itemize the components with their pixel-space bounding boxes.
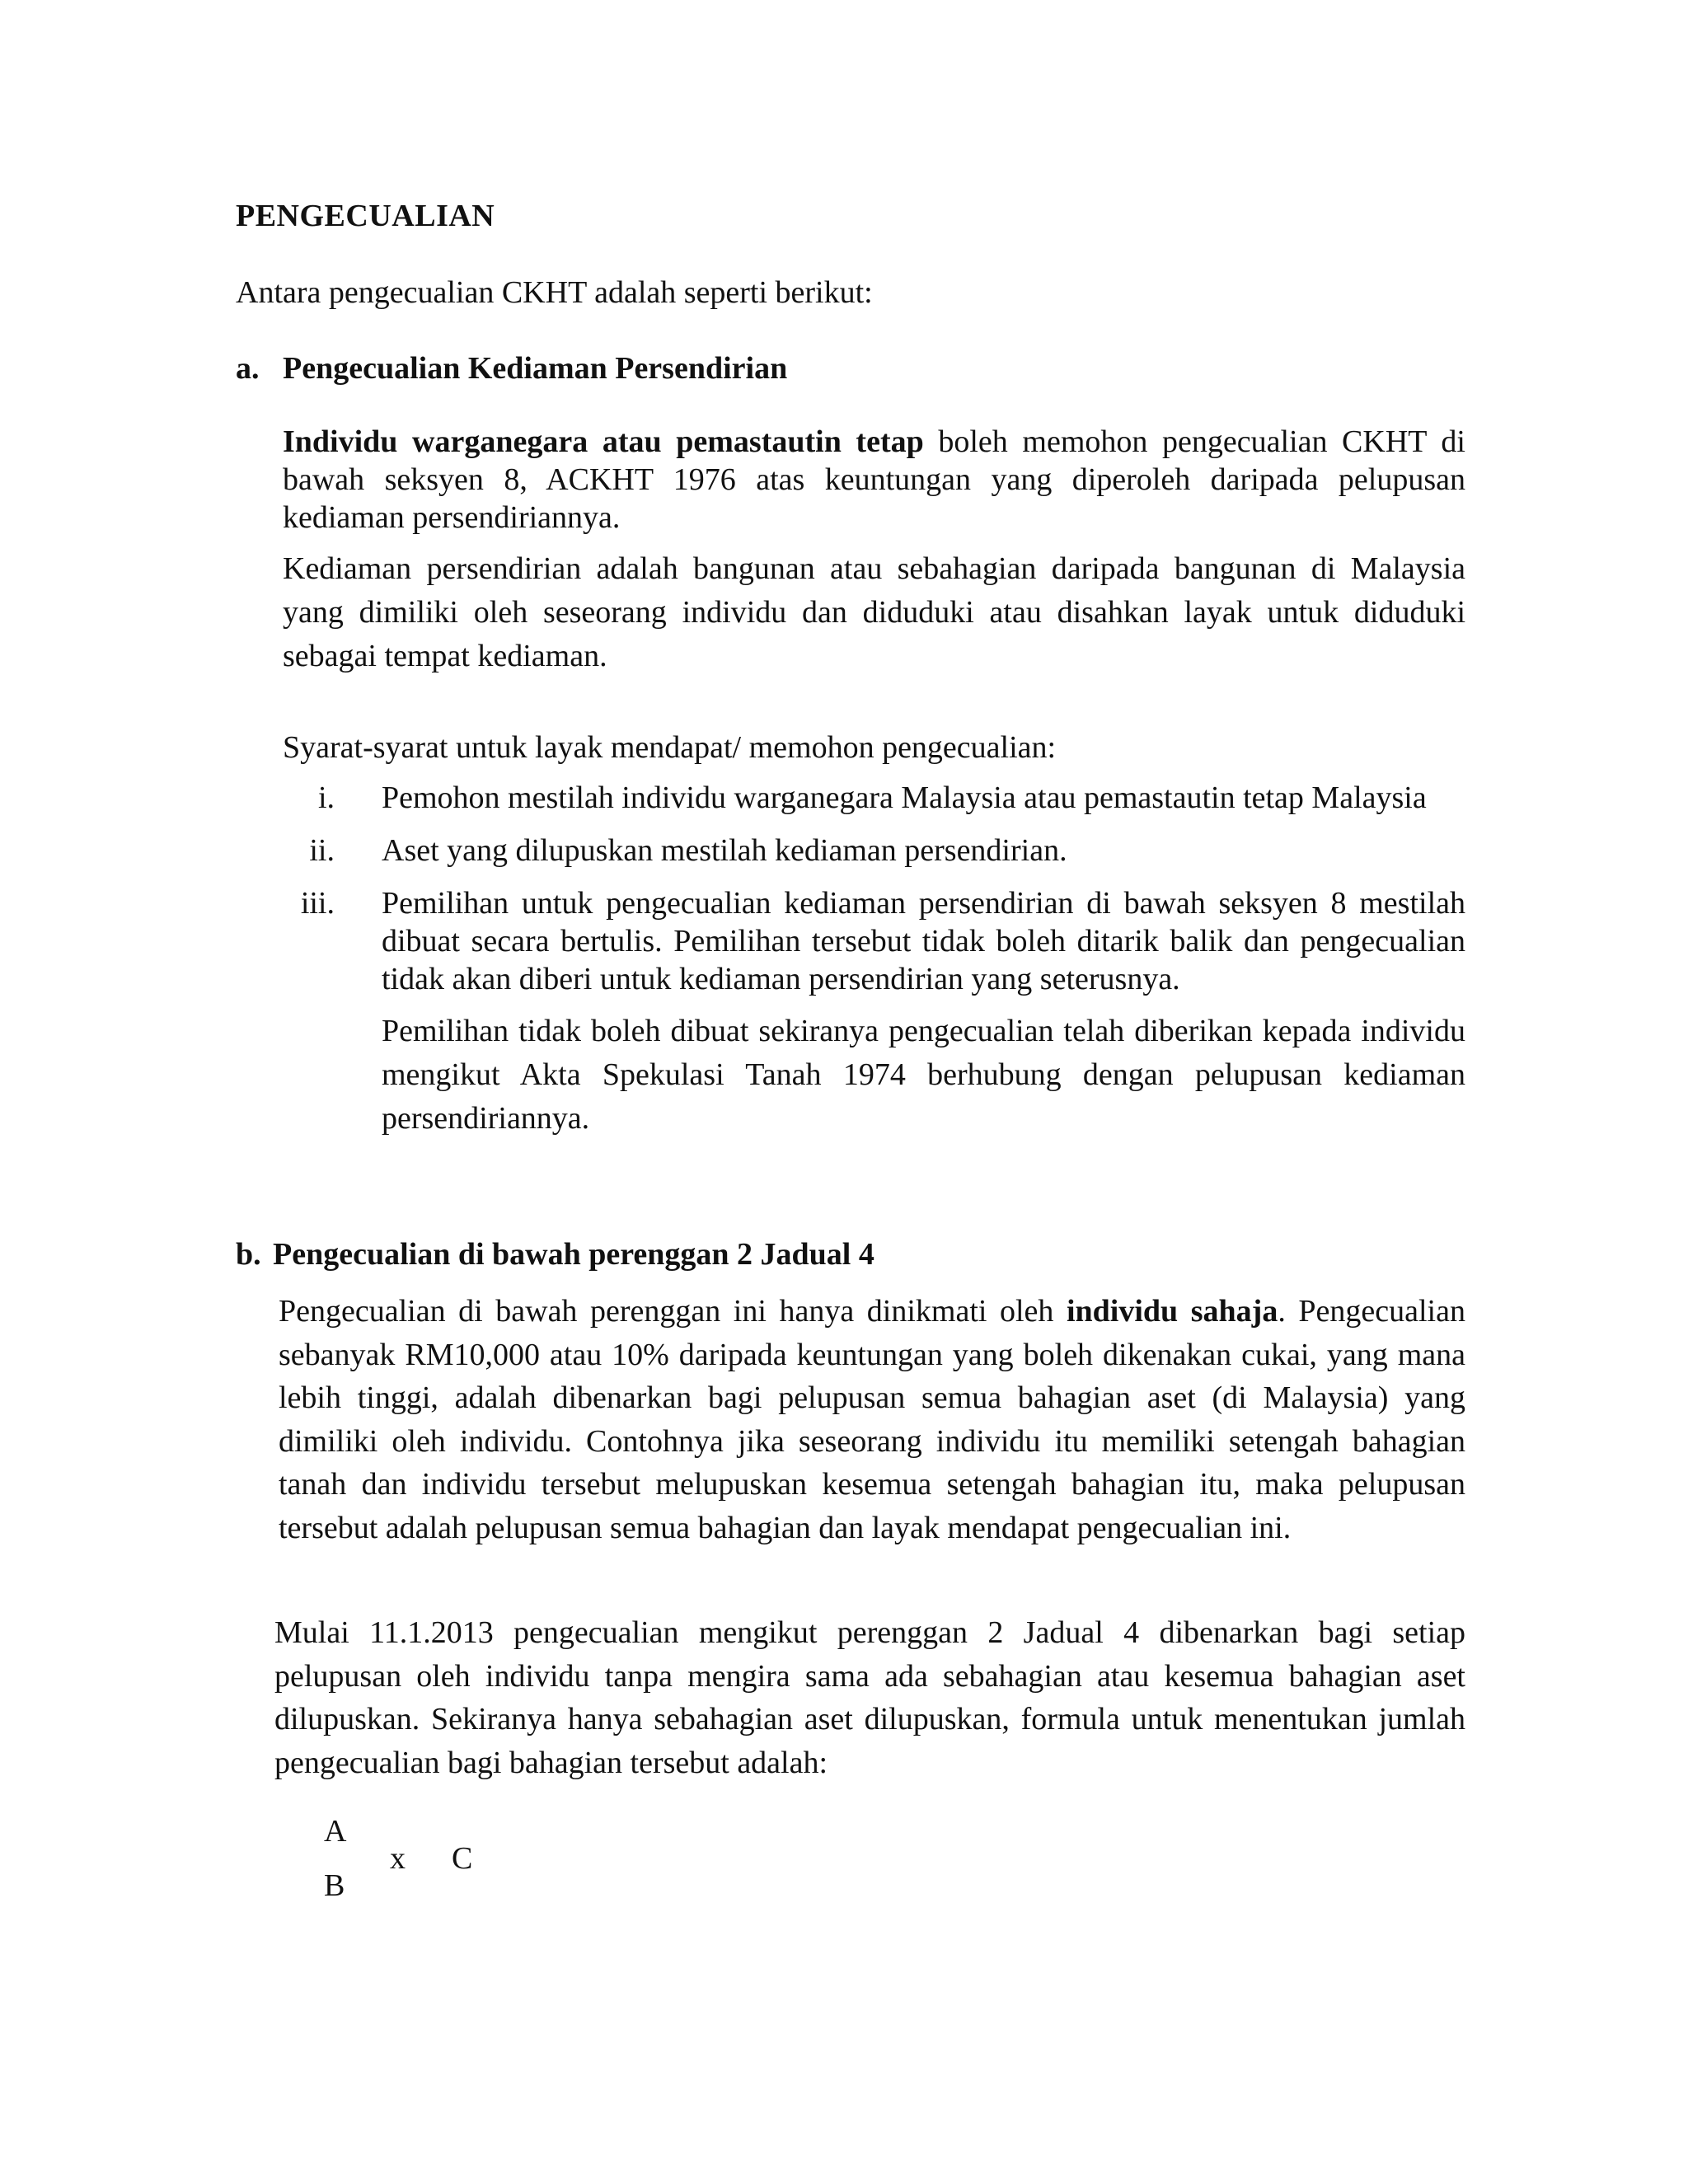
list-item-number: iii. — [300, 886, 335, 921]
section-a-p1-rest: boleh memohon pengecualian CKHT di bawah seksyen 8, ACKHT 1976 atas keuntungan yang diperoleh daripada pelupusan kediaman persendiriannya. — [283, 424, 1465, 535]
list-item-text: Pemohon mestilah individu warganegara Malaysia atau pemastautin tetap Malaysia — [382, 780, 1427, 815]
list-item-number: i. — [317, 780, 335, 815]
section-a-paragraph-1 — [283, 423, 1465, 537]
list-item — [283, 779, 1465, 817]
section-b-p1-rest: . Pengecualian sebanyak RM10,000 atau 10% daripada keuntungan yang boleh dikenakan cukai, yang mana lebih tinggi, adalah dibenarkan bagi pelupusan semua bahagian aset (di Malaysia) yang dimiliki oleh individu. Contohnya jika seseorang individu itu memiliki setengah bahagian tanah dan individu tersebut melupuskan kesemua setengah bahagian itu, maka pelupusan tersebut adalah pelupusan semua bahagian dan layak mendapat pengecualian ini. — [279, 1294, 1465, 1545]
section-a-conditions-intro: Syarat-syarat untuk layak mendapat/ memohon pengecualian: — [283, 730, 1057, 765]
formula-multiply: x — [390, 1841, 406, 1876]
formula-denominator: B — [324, 1868, 345, 1903]
section-a-title: Pengecualian Kediaman Persendirian — [283, 351, 788, 386]
section-a-label: a. — [236, 351, 260, 386]
formula — [324, 1813, 571, 1912]
intro-text: Antara pengecualian CKHT adalah seperti berikut: — [236, 275, 873, 310]
section-b-heading — [236, 1236, 874, 1272]
section-b-label: b. — [236, 1237, 261, 1272]
section-b-p1-start: Pengecualian di bawah perenggan ini hanya dinikmati oleh — [279, 1294, 1067, 1329]
section-b-title: Pengecualian di bawah perenggan 2 Jadual 4 — [273, 1237, 874, 1272]
list-item — [283, 832, 1465, 869]
section-b-paragraph-2: Mulai 11.1.2013 pengecualian mengikut perenggan 2 Jadual 4 dibenarkan bagi setiap pelupusan oleh individu tanpa mengira sama ada sebahagian atau kesemua bahagian aset dilupuskan. Sekiranya hanya sebahagian aset dilupuskan, formula untuk menentukan jumlah pengecualian bagi bahagian tersebut adalah: — [274, 1615, 1465, 1780]
formula-multiplier: C — [452, 1841, 473, 1876]
section-b-paragraph-1 — [279, 1290, 1465, 1549]
list-item — [283, 884, 1465, 998]
section-b-p1-bold: individu sahaja — [1066, 1294, 1278, 1329]
conditions-note: Pemilihan tidak boleh dibuat sekiranya pengecualian telah diberikan kepada individu mengikut Akta Spekulasi Tanah 1974 berhubung dengan pelupusan kediaman persendiriannya. — [382, 1014, 1465, 1136]
section-a-paragraph-2: Kediaman persendirian adalah bangunan atau sebahagian daripada bangunan di Malaysia yang dimiliki oleh seseorang individu dan diduduki atau disahkan layak untuk diduduki sebagai tempat kediaman. — [283, 551, 1465, 673]
conditions-list — [283, 779, 1465, 1141]
section-a-p1-bold: Individu warganegara atau pemastautin tetap — [283, 424, 924, 459]
list-item-number: ii. — [309, 833, 335, 868]
section-a-heading — [236, 350, 787, 387]
formula-numerator: A — [324, 1814, 347, 1849]
page-title: PENGECUALIAN — [236, 199, 495, 233]
list-item-text: Aset yang dilupuskan mestilah kediaman persendirian. — [382, 833, 1067, 868]
list-item-text: Pemilihan untuk pengecualian kediaman persendirian di bawah seksyen 8 mestilah dibuat secara bertulis. Pemilihan tersebut tidak boleh ditarik balik dan pengecualian tidak akan diberi untuk kediaman persendirian yang seterusnya. — [382, 886, 1465, 996]
